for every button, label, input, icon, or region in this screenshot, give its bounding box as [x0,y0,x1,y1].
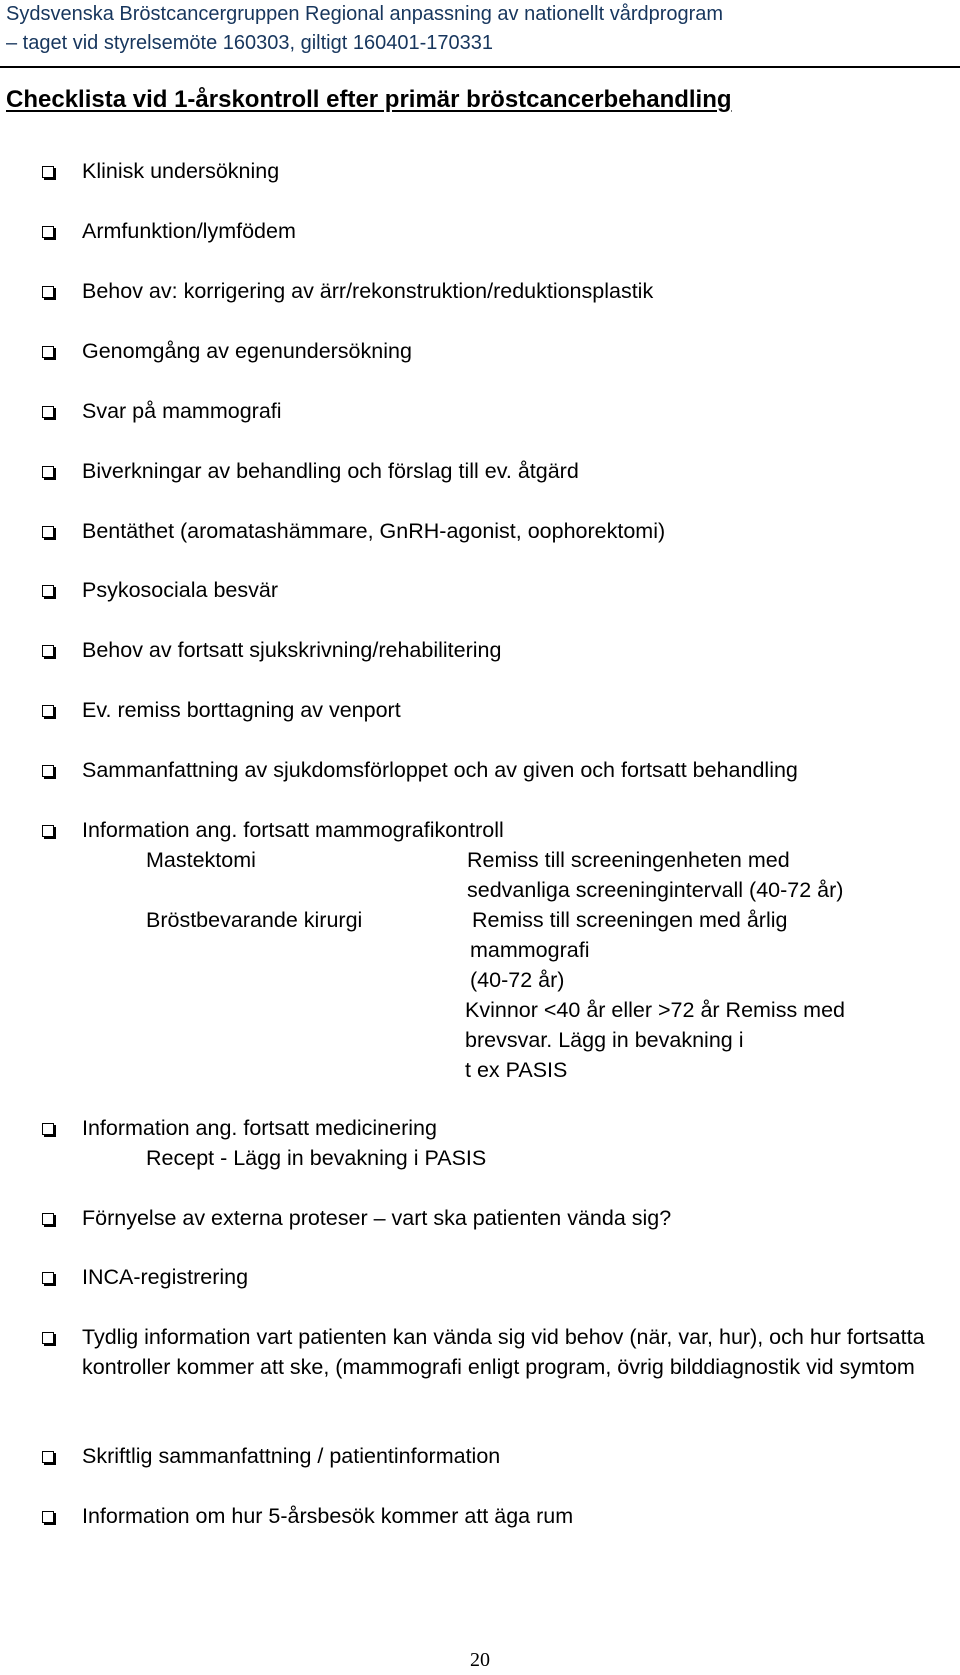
brostbevarande-line-1: Remiss till screeningen med årlig [472,908,788,932]
kvinnor-line-2: brevsvar. Lägg in bevakning i [465,1028,744,1052]
document-header [6,0,956,58]
checklist-item-label: INCA-registrering [82,1265,249,1289]
checklist-item-label: Armfunktion/lymfödem [82,219,296,243]
checklist-item-label: Sammanfattning av sjukdomsförloppet och av given och fortsatt behandling [82,758,798,782]
checkbox-icon[interactable] [42,166,54,178]
kvinnor-line-1: Kvinnor <40 år eller >72 år Remiss med [465,998,846,1022]
checklist-item-label: Ev. remiss borttagning av venport [82,698,401,722]
checklist-item-label: Behov av fortsatt sjukskrivning/rehabilitering [82,638,502,662]
medicinering-sub: Recept - Lägg in bevakning i PASIS [146,1146,487,1170]
checklist-item-label: Information ang. fortsatt mammografikontroll [82,818,504,842]
checkbox-icon[interactable] [42,1123,54,1135]
checklist-item-label: Tydlig information vart patienten kan vända sig vid behov (när, var, hur), och hur fortsatta kontroller kommer att ske, (mammografi enligt program, övrig bilddiagnostik vid symtom [82,1325,925,1379]
header-rule [0,66,960,68]
checkbox-icon[interactable] [42,825,54,837]
checkbox-icon[interactable] [42,705,54,717]
checklist-item-label: Information ang. fortsatt medicinering [82,1116,437,1140]
mastektomi-label: Mastektomi [146,848,256,872]
checkbox-icon[interactable] [42,585,54,597]
brostbevarande-label: Bröstbevarande kirurgi [146,908,363,932]
mastektomi-line-1: Remiss till screeningenheten med [467,848,790,872]
page-number: 20 [470,1649,490,1671]
brostbevarande-line-2: mammografi [470,938,590,962]
checklist-item-label: Bentäthet (aromatashämmare, GnRH-agonist, oophorektomi) [82,519,666,543]
checkbox-icon[interactable] [42,645,54,657]
checkbox-icon[interactable] [42,226,54,238]
checklist-item-label: Information om hur 5-årsbesök kommer att äga rum [82,1504,574,1528]
page-title: Checklista vid 1-årskontroll efter primär bröstcancerbehandling [6,86,732,113]
checklist-item-label: Genomgång av egenundersökning [82,339,412,363]
checklist-item-label: Förnyelse av externa proteser – vart ska patienten vända sig? [82,1206,672,1230]
checklist-item-label: Klinisk undersökning [82,159,280,183]
mastektomi-line-2: sedvanliga screeningintervall (40-72 år) [467,878,844,902]
checklist-item-label: Skriftlig sammanfattning / patientinformation [82,1444,501,1468]
kvinnor-line-3: t ex PASIS [465,1058,568,1082]
checkbox-icon[interactable] [42,526,54,538]
checkbox-icon[interactable] [42,1213,54,1225]
checkbox-icon[interactable] [42,1511,54,1523]
checklist-item-label: Svar på mammografi [82,399,282,423]
checkbox-icon[interactable] [42,466,54,478]
checklist-item-label: Biverkningar av behandling och förslag till ev. åtgärd [82,459,579,483]
header-line-2: – taget vid styrelsemöte 160303, giltigt 160401-170331 [6,32,494,54]
checkbox-icon[interactable] [42,1451,54,1463]
checkbox-icon[interactable] [42,1332,54,1344]
checkbox-icon[interactable] [42,765,54,777]
brostbevarande-line-3: (40-72 år) [470,968,565,992]
checkbox-icon[interactable] [42,286,54,298]
checklist-item-label: Psykosociala besvär [82,578,278,602]
checkbox-icon[interactable] [42,1272,54,1284]
header-line-1: Sydsvenska Bröstcancergruppen Regional anpassning av nationellt vårdprogram [6,3,724,25]
checkbox-icon[interactable] [42,406,54,418]
checkbox-icon[interactable] [42,346,54,358]
checklist-item-label: Behov av: korrigering av ärr/rekonstruktion/reduktionsplastik [82,279,654,303]
